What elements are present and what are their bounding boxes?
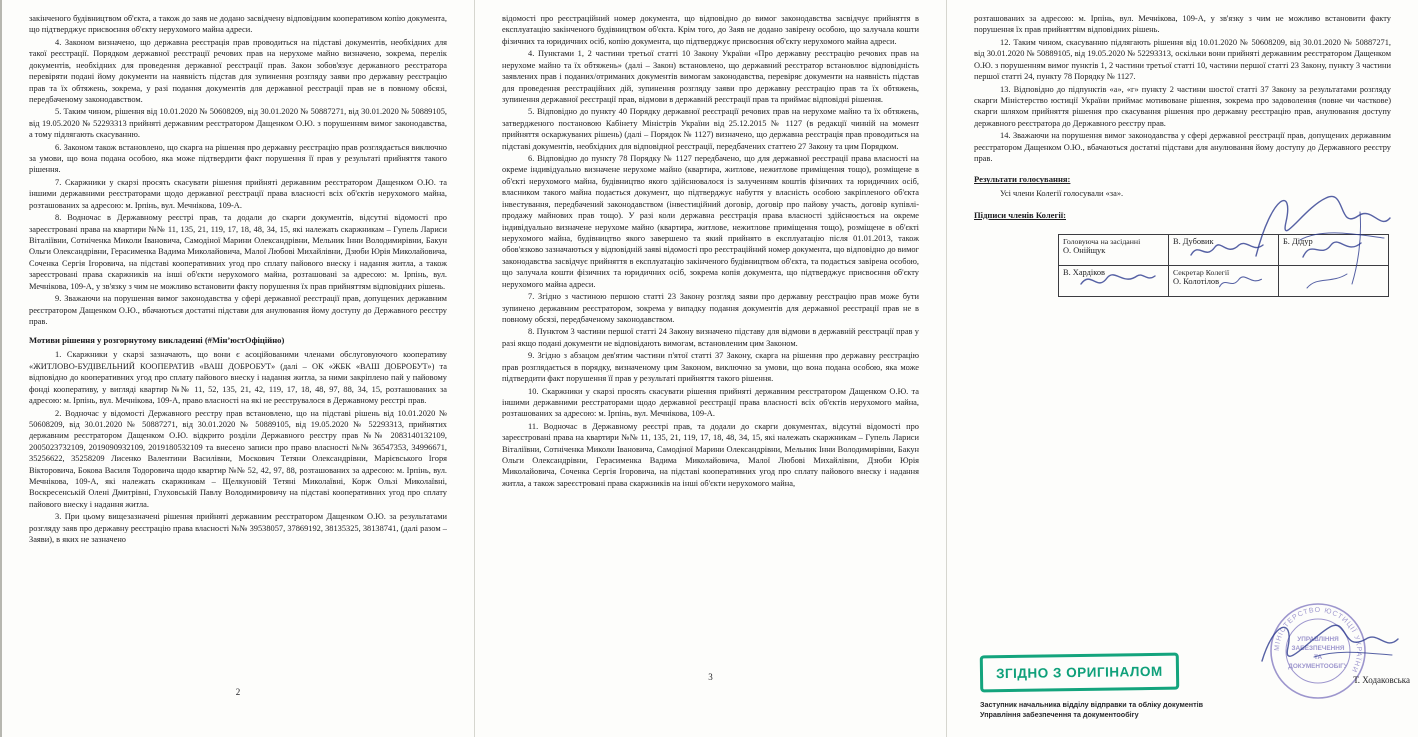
- page-number: 3: [708, 672, 713, 682]
- page-4: [946, 0, 1418, 737]
- page-3: [474, 0, 946, 737]
- official-title-block: [980, 700, 1250, 719]
- stamp-line: ТА: [1313, 654, 1323, 661]
- paragraph: 13. Відповідно до підпунктів «а», «г» пункту 2 частини шостої статті 37 Закону за результатами розгляду скарги Міністерство юстиції України приймає мотивоване рішення, зокрема про задоволення (повне чи часткове) скарги шляхом прийняття рішення про скасування рішення про державну реєстрацію прав, анулювання доступу державного реєстратора до Державного реєстру прав.: [974, 84, 1391, 128]
- paragraph: 11. Водночас в Державному реєстрі прав, та додали до скарги документах, відсутні відомості про зареєстровані права на квартири №№ 11, 135, 21, 119, 17, 18, 48, 34, 15, які належать скаржникам – Гупель Лариси Віталіївни, Сотніченка Миколи Івановича, Самодіної Марини Олександрівни, Мельник Інни Володимирівни, Бакун Ольги Олександрівни, Герасименка Вадима Миколайовича, Малої Любові Михайлівни, Дзюби Юрія Миколайовича, Соченка Сергія Ігоровича, на підставі кооперативних угод про сплату пайового внеску і надання житла, а також зареєстровані права скаржників на інші об'єкти нерухомого майна,: [502, 421, 919, 488]
- paragraph: закінченого будівництвом об'єкта, а також до заяв не додано засвідчену відповідним кооперативом копію документа, що підтверджує присвоєння об'єкту нерухомого майна адреси.: [29, 14, 447, 35]
- paragraph: 7. Згідно з частиною першою статті 23 Закону розгляд заяви про державну реєстрацію прав може бути зупинено державним реєстратором, зокрема у випадку подання документів для державної реєстрації прав не в повному обсязі, передбаченому законодавством.: [502, 292, 919, 324]
- paragraph: 7. Скаржники у скарзі просять скасувати рішення прийняті державним реєстратором Дащенком О.Ю. та іншими державними реєстраторами щодо державної реєстрації права власності всіх об'єктів нерухомого майна, розташованих за адресою: м. Ірпінь, вул. Мечнікова, 109-А.: [29, 177, 447, 210]
- paragraph: 9. Зважаючи на порушення вимог законодавства у сфері державної реєстрації прав, допущених державним реєстратором Дащенком О.Ю., вбачаються достатні підстави для анулювання йому доступу до Державного реєстру прав.: [29, 294, 447, 326]
- stamp-line: УПРАВЛІННЯ: [1297, 636, 1339, 643]
- voting-result: Усі члени Колегії голосували «за».: [1000, 189, 1124, 199]
- member-name: В. Дубовик: [1173, 236, 1214, 246]
- paragraph: 14. Зважаючи на порушення вимог законодавства у сфері державної реєстрації прав, допущених державним реєстратором Дащенком О.Ю., вбачаються достатні підстави для анулювання йому доступу до Державного реєстру прав.: [974, 131, 1391, 164]
- paragraph: 8. Пунктом 3 частини першої статті 24 Закону визначено підставу для відмови в державній реєстрації прав у разі якщо подані документи не відповідають вимогам, встановленим цим Законом.: [502, 327, 919, 348]
- paragraph: 8. Водночас в Державному реєстрі прав, та додали до скарги документів, відсутні відомості про зареєстровані права на квартири №№ 11, 135, 21, 119, 17, 18, 48, 34, 15, які належать скаржникам – Гупель Лариси Віталіївни, Сотніченка Миколи Івановича, Самодіної Марини Олександрівни, Мельник Інни Володимирівни, Бакун Ольги Олександрівни, Герасименка Вадима Миколайовича, Малої Любові Михайлівни, Дзюби Юрія Миколайовича, Соченка Сергія Ігоровича, на підставі кооперативних угод про сплату пайового внеску і надання житла, а також зареєстровані права скаржників на інші об'єкти нерухомого майна, розташовані за адресою: м. Ірпінь, вул. Мечнікова, 109-А, у зв'язку з чим не можливо встановити факту порушення їх прав прийняттям відповідних рішень.: [29, 213, 447, 291]
- table-row: [1059, 265, 1389, 296]
- signature-table: [1058, 234, 1389, 297]
- paragraph: 12. Таким чином, скасуванню підлягають рішення від 10.01.2020 № 50608209, від 30.01.2020 № 50887271, від 30.01.2020 № 50889105, від 19.05.2020 № 52293313, оскільки вони прийняті державним реєстратором Дащенком О.Ю. з порушенням вимог пунктів 1, 2 частини третьої статті 10, частини першої статті 23 Закону, пункту 3 частини першої статті 24, пункту 78 Порядку № 1127.: [974, 37, 1391, 82]
- paragraph: 10. Скаржники у скарзі просять скасувати рішення прийняті державним реєстратором Дащенком О.Ю. та іншими державними реєстраторами щодо державної реєстрації права власності всіх об'єктів нерухомого майна, розташованих за адресою: м. Ірпінь, вул. Мечнікова, 109-А.: [502, 386, 919, 419]
- paragraph: 2. Водночас у відомості Державного реєстру прав встановлено, що на підставі рішень від 10.01.2020 № 50608209, від 30.01.2020 № 50887271, від 30.01.2020 № 50889105, від 19.05.2020 № 52293313, прийнятих державним реєстратором Дащенком О.Ю. відкрито розділи Державного реєстру прав №№ 2083140132109, 2005023732109, 2019090932109, 2019180532109 та внесено записи про право власності №№ 36547353, 34996671, 35256622, 35258209 Лисенко Валентини Василівни, Москович Тетяни Олександрівни, Марієвського Ігоря Вікторовича, Бокова Василя Тодоровича щодо квартир №№ 52, 42, 97, 88, розташованих за адресою: м. Ірпінь, вул. Мечнікова, 109-А, які належать скаржникам – Щелкуновій Тетяні Миколаївні, Корж Ользі Миколаївні, Воскресенській Олені Дмитрівні, Глуховській Павлу Володимировичу на підставі кооперативних угод про сплату пайового внеску і надання житла.: [29, 408, 447, 509]
- signature-cell: [1279, 234, 1389, 265]
- official-title: Заступник начальника відділу відправки та обліку документів: [980, 700, 1204, 710]
- motives-heading: Мотиви рішення у розгорнутому викладенні (#МінʼюстОфіційно): [29, 335, 285, 346]
- paragraph: відомості про реєстраційний номер документа, що відповідно до вимог законодавства засвідчує прийняття в експлуатацію закінченого будівництвом об'єкта. Крім того, до Заяв не додано завірену особою, що залучала кошти фізичних та юридичних осіб, копію документа, що підтверджує присвоєння об'єкту нерухомого майна адреси.: [502, 14, 919, 46]
- member-role: Головуюча на засіданні: [1063, 236, 1141, 246]
- signature-cell: [1059, 265, 1169, 296]
- stamp-line: ДОКУМЕНТООБІГУ: [1288, 663, 1348, 670]
- member-name: О. Колотілов: [1173, 276, 1220, 286]
- paragraph: 4. Законом визначено, що державна реєстрація прав проводиться на підставі документів, необхідних для такої реєстрації. Порядком державної реєстрації речових прав на нерухоме майно визначено, зокрема, перелік документів, необхідних для проведення державної реєстрації прав. Закон зобов'язує державного реєстратора перевіряти подані йому документи на наявність підстав для зупинення розгляду заяви про державну реєстрацію прав та їх обтяжень, зокрема, у разі подання документів для державної реєстрації прав не в повному обсязі, передбаченому законодавством.: [29, 37, 447, 104]
- signatures-heading: Підписи членів Колегії:: [974, 209, 1067, 220]
- certified-copy-stamp: ЗГІДНО З ОРИГІНАЛОМ: [980, 653, 1179, 693]
- page-2: [2, 0, 474, 737]
- paragraph: 5. Таким чином, рішення від 10.01.2020 № 50608209, від 30.01.2020 № 50887271, від 30.01.2020 № 50889105, від 19.05.2020 № 52293313 прийняті державним реєстратором Дащенком О.Ю. з порушенням вимог законодавства, а тому підлягають скасуванню.: [29, 107, 447, 140]
- ministry-round-stamp: [1268, 601, 1368, 701]
- paragraph: 4. Пунктами 1, 2 частини третьої статті 10 Закону України «Про державну реєстрацію речових прав на нерухоме майно та їх обтяжень» (далі – Закон) встановлено, що державний реєстратор встановлює відповідність заявлених прав і поданих/отриманих документів вимогам законодавства, перевіряє документи на наявність підстав для проведення реєстраційних дій, зупинення розгляду заяви про державну реєстрацію прав та їх обтяжень, зупинення державної реєстрації прав, відмови в державній реєстрації прав та приймає відповідні рішення.: [502, 49, 919, 104]
- table-row: [1059, 234, 1389, 265]
- voting-heading: Результати голосування:: [974, 174, 1071, 185]
- signatures-block: [974, 210, 1391, 297]
- signature-cell: [1059, 234, 1169, 265]
- paragraph: 3. При цьому вищезазначені рішення прийняті державним реєстратором Дащенком О.Ю. за результатами розгляду заяв про державну реєстрацію права власності №№ 39538057, 37869192, 38135325, 38138741, (далі разом – Заяви), в яких не зазначено: [29, 512, 447, 545]
- paragraph: 6. Законом також встановлено, що скарга на рішення про державну реєстрацію прав розглядається виключно за умови, що вона подана особою, яка може підтвердити факт порушення її прав у результаті прийняття такого рішення.: [29, 142, 447, 175]
- signature-cell: [1279, 265, 1389, 296]
- paragraph: розташованих за адресою: м. Ірпінь, вул. Мечнікова, 109-А, у зв'язку з чим не можливо встановити факту порушення їх прав прийняттям відповідних рішень.: [974, 14, 1391, 35]
- paragraph: 6. Відповідно до пункту 78 Порядку № 1127 передбачено, що для державної реєстрації права власності на окреме індивідуально визначене нерухоме майно (квартира, житлове, нежитлове приміщення тощо), розміщене в об'єкті нерухомого майна, будівництво якого здійснювалося із залученням коштів фізичних та юридичних осіб, власником такого майна подається документ, що підтверджує набуття у власність особою закріпленого об'єкта інвестування, передбачений законодавством (інвестиційний договір, договір про пайову участь, договір купівлі-продажу майнових прав тощо). У разі коли державна реєстрація права власності здійснюється на окреме індивідуально визначене нерухоме майно (квартира, житлове, нежитлове приміщення тощо), розміщене в об'єкті нерухомого майна, будівництво якого завершено та який прийнято в експлуатацію після 01.01.2013, також обов'язково зазначаються у відповідній заяві відомості про реєстраційний номер документа, що відповідно до вимог законодавства засвідчує прийняття в експлуатацію закінченого будівництвом об'єкта, та подається завірена особою, що залучала кошти фізичних та юридичних осіб, зокрема копія документа, що підтверджує присвоєння об'єкту нерухомого майна адреси.: [502, 154, 919, 289]
- official-department: Управління забезпечення та документообігу: [980, 709, 1139, 719]
- signature-cell: [1169, 265, 1279, 296]
- member-name: В. Хардіков: [1063, 267, 1105, 277]
- signature-cell: [1169, 234, 1279, 265]
- official-name: Т. Ходаковська: [1353, 675, 1410, 685]
- paragraph: 1. Скаржники у скарзі зазначають, що вони є асоційованими членами обслуговуючого кооперативу «ЖИТЛОВО-БУДІВЕЛЬНИЙ КООПЕРАТИВ «ВАШ ДОБРОБУТ» (далі – ОК «ЖБК «ВАШ ДОБРОБУТ») та відповідно до кооперативних угод про сплату пайового внеску і надання житла, за ними закріплено пай у пайовому фонді кооперативу, у вигляді квартир №№ 11, 52, 135, 21, 42, 119, 17, 18, 48, 97, 88, 34, 15, розташованих за адресою: м. Ірпінь, вул. Мечнікова, 109-А, право власності на які не реєструвалося в Державному реєстрі прав.: [29, 350, 447, 406]
- member-name: Б. Дідур: [1283, 236, 1313, 246]
- member-name: О. Онійщук: [1063, 245, 1106, 255]
- stamp-line: ЗАБЕЗПЕЧЕННЯ: [1291, 645, 1345, 652]
- stamp-ring-text: МІНІСТЕРСТВО ЮСТИЦІЇ УКРАЇНИ: [1273, 606, 1363, 674]
- paragraph: 5. Відповідно до пункту 40 Порядку державної реєстрації речових прав на нерухоме майно та їх обтяжень, затвердженого постановою Кабінету Міністрів України від 25.12.2015 № 1127 (в редакції чинній на момент прийняття оскаржуваних рішень) (далі – Порядок № 1127) визначено, що державна реєстрація прав проводиться на підставі документів, необхідних для відповідної реєстрації, передбачених статтею 27 Закону та цим Порядком.: [502, 107, 919, 151]
- signature: [1297, 268, 1377, 294]
- paragraph: 9. Згідно з абзацом дев'ятим частини п'ятої статті 37 Закону, скарга на рішення про державну реєстрацію прав розглядається в порядку, визначеному цим Законом, виключно за умови, що вона подана особою, яка може підтвердити факт порушення її прав у результаті прийняття такого рішення.: [502, 351, 919, 384]
- page-number: 2: [235, 687, 241, 697]
- member-role: Секретар Колегії: [1173, 267, 1230, 277]
